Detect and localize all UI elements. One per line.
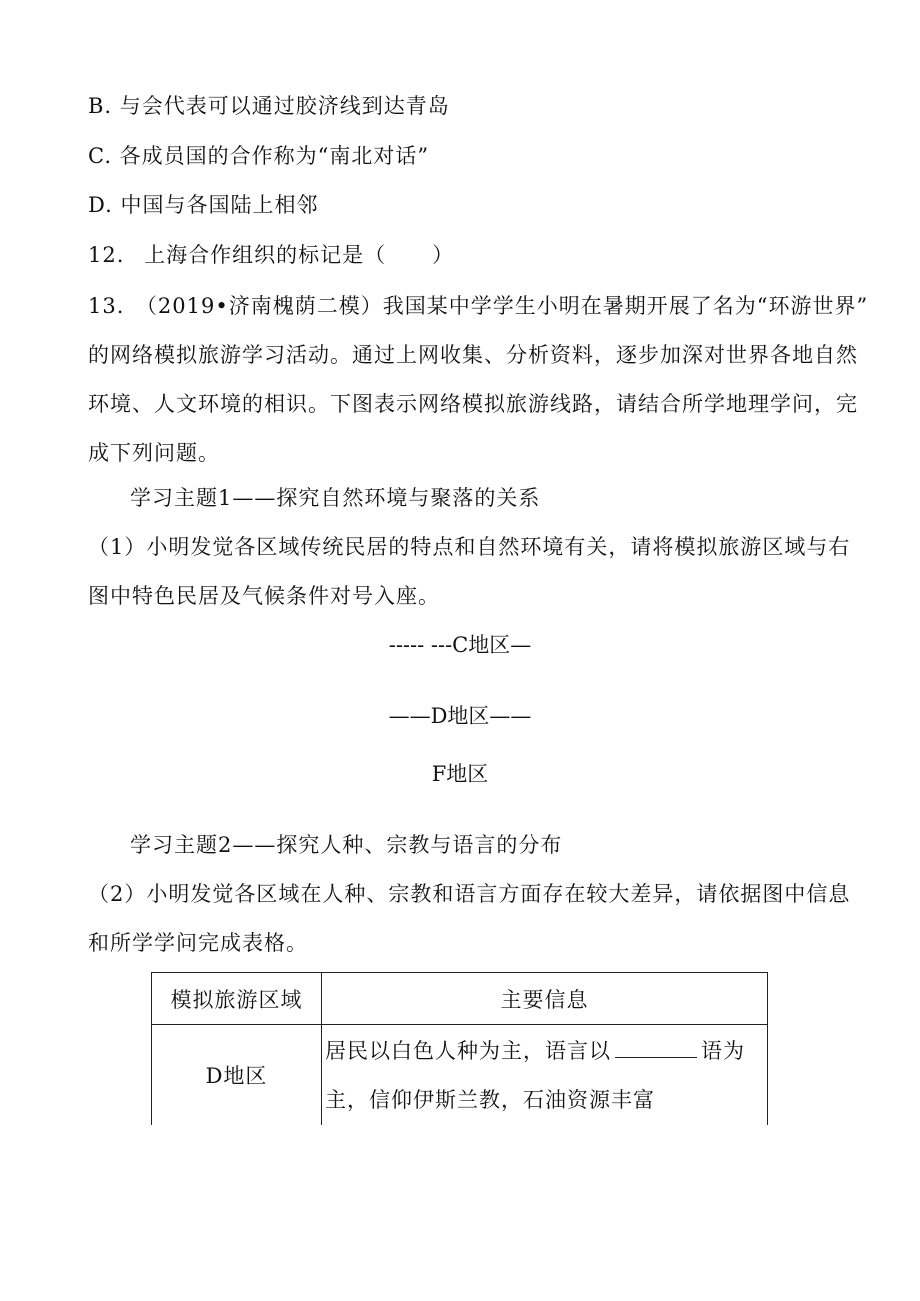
option-c: C. 各成员国的合作称为“南北对话” [88,144,430,168]
topic2-q2-line2: 和所学学问完成表格。 [88,931,308,955]
region-f-label: F地区 [431,762,489,786]
question-12-number: 12. [88,243,125,267]
fill-in-blank[interactable] [615,1037,697,1058]
question-13-line1: 13. （2019•济南槐荫二模）我国某中学学生小明在暑期开展了名为“环游世界” [88,294,869,318]
option-b: B. 与会代表可以通过胶济线到达青岛 [88,94,450,118]
topic2-title: 学习主题2——探究人种、宗教与语言的分布 [130,833,563,857]
question-13-line4: 成下列问题。 [88,441,220,465]
row-region: D地区 [152,1025,322,1126]
topic1-title: 学习主题1——探究自然环境与聚落的关系 [130,486,541,510]
question-12 [88,240,454,270]
row-info-line2: 主，信仰伊斯兰教，石油资源丰富 [325,1088,655,1112]
row-info [322,1025,768,1126]
header-info: 主要信息 [322,973,768,1025]
question-12-close: ） [432,243,455,267]
row-info-part2: 语为 [701,1039,745,1063]
question-12-text: 上海合作组织的标记是（ [144,243,387,267]
topic1-q1-line2: 图中特色民居及气候条件对号入座。 [88,584,440,608]
info-table [151,972,768,1125]
option-d: D. 中国与各国陆上相邻 [88,193,319,217]
question-13-line3: 环境、人文环境的相识。下图表示网络模拟旅游线路，请结合所学地理学问，完 [88,392,858,416]
topic1-q1-line1: （1）小明发觉各区域传统民居的特点和自然环境有关，请将模拟旅游区域与右 [88,535,851,559]
region-d-label: ——D地区—— [388,704,532,728]
topic2-q2-line1: （2）小明发觉各区域在人种、宗教和语言方面存在较大差异，请依据图中信息 [88,882,851,906]
region-c-label: ----- ---C地区— [388,633,532,657]
question-13-line2: 的网络模拟旅游学习活动。通过上网收集、分析资料，逐步加深对世界各地自然 [88,343,858,367]
table-header-row [152,973,768,1025]
row-info-part1: 居民以白色人种为主，语言以 [325,1039,611,1063]
header-region: 模拟旅游区域 [152,973,322,1025]
table-row [152,1025,768,1126]
